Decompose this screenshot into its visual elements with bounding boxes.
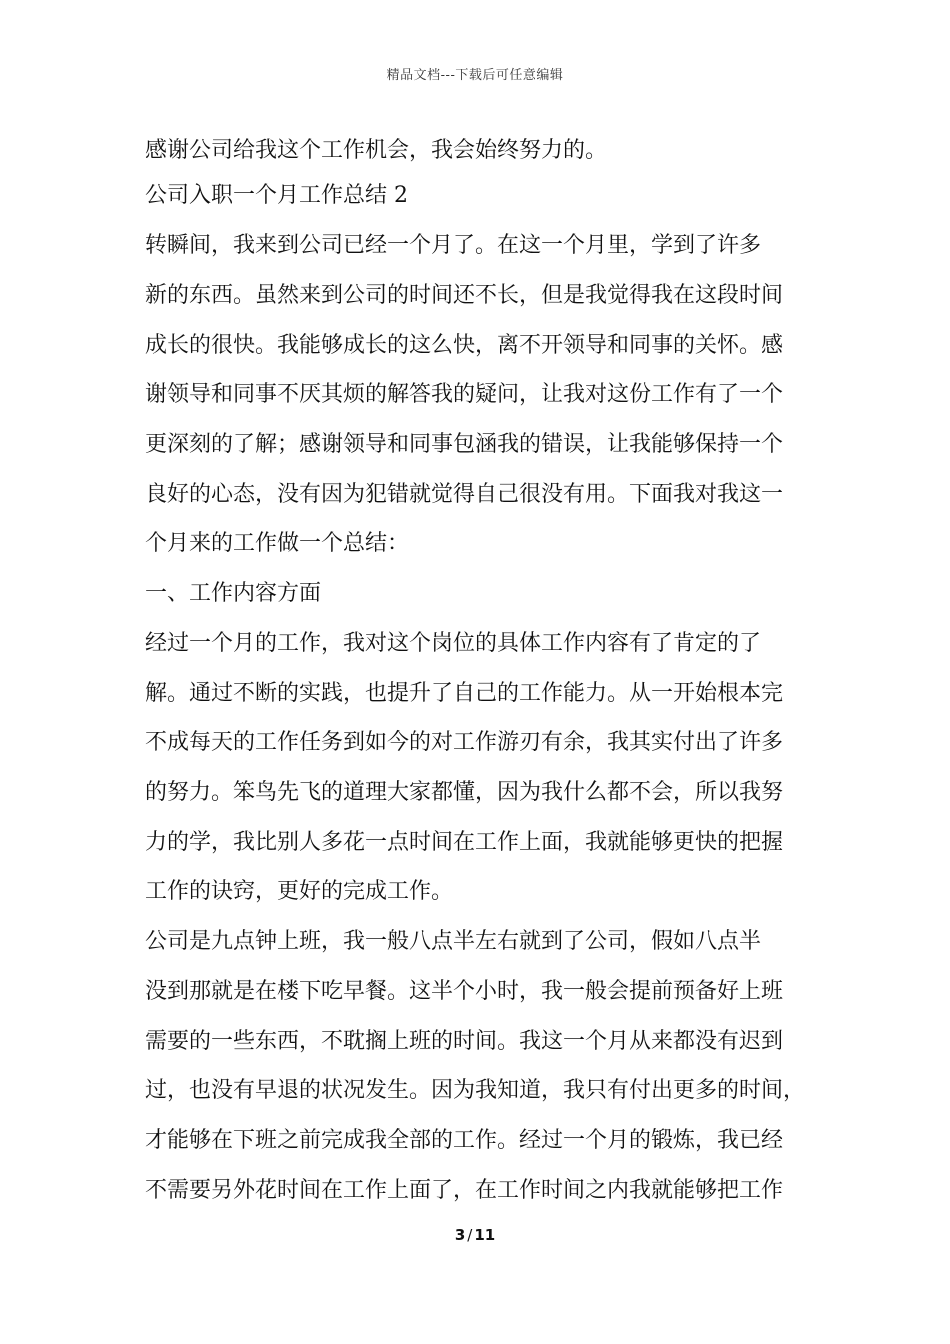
- paragraph-line: 解。通过不断的实践，也提升了自己的工作能力。从一开始根本完: [145, 681, 784, 706]
- paragraph-line: 个月来的工作做一个总结：: [145, 531, 410, 556]
- paragraph-line: 没到那就是在楼下吃早餐。这半个小时，我一般会提前预备好上班: [145, 979, 784, 1004]
- total-pages-number: 11: [474, 1226, 496, 1244]
- paragraph-line: 公司是九点钟上班，我一般八点半左右就到了公司，假如八点半: [145, 929, 762, 954]
- current-page-number: 3: [454, 1226, 466, 1244]
- paragraph-line: 工作的诀窍，更好的完成工作。: [145, 879, 454, 904]
- paragraph-line: 更深刻的了解；感谢领导和同事包涵我的错误，让我能够保持一个: [145, 432, 784, 457]
- page-separator: /: [467, 1226, 473, 1244]
- paragraph-line: 经过一个月的工作，我对这个岗位的具体工作内容有了肯定的了: [145, 631, 762, 656]
- paragraph-line: 谢领导和同事不厌其烦的解答我的疑问，让我对这份工作有了一个: [145, 382, 784, 407]
- paragraph-line: 转瞬间，我来到公司已经一个月了。在这一个月里，学到了许多: [145, 233, 762, 258]
- paragraph-line: 的努力。笨鸟先飞的道理大家都懂，因为我什么都不会，所以我努: [145, 780, 784, 805]
- paragraph-line: 不成每天的工作任务到如今的对工作游刃有余，我其实付出了许多: [145, 730, 784, 755]
- page-header: 精品文档---下载后可任意编辑: [386, 68, 564, 83]
- paragraph-line: 感谢公司给我这个工作机会，我会始终努力的。: [145, 138, 608, 163]
- section-heading: 公司入职一个月工作总结 2: [145, 183, 408, 208]
- subsection-heading: 一、工作内容方面: [145, 581, 322, 606]
- paragraph-line: 需要的一些东西，不耽搁上班的时间。我这一个月从来都没有迟到: [145, 1029, 784, 1054]
- paragraph-line: 过，也没有早退的状况发生。因为我知道，我只有付出更多的时间，: [145, 1078, 806, 1103]
- paragraph-line: 新的东西。虽然来到公司的时间还不长，但是我觉得我在这段时间: [145, 283, 784, 308]
- paragraph-line: 力的学，我比别人多花一点时间在工作上面，我就能够更快的把握: [145, 830, 784, 855]
- paragraph-line: 良好的心态，没有因为犯错就觉得自己很没有用。下面我对我这一: [145, 482, 784, 507]
- paragraph-line: 才能够在下班之前完成我全部的工作。经过一个月的锻炼，我已经: [145, 1128, 784, 1153]
- page-number: [0, 1226, 950, 1244]
- paragraph-line: 不需要另外花时间在工作上面了，在工作时间之内我就能够把工作: [145, 1178, 784, 1203]
- paragraph-line: 成长的很快。我能够成长的这么快，离不开领导和同事的关怀。感: [145, 333, 784, 358]
